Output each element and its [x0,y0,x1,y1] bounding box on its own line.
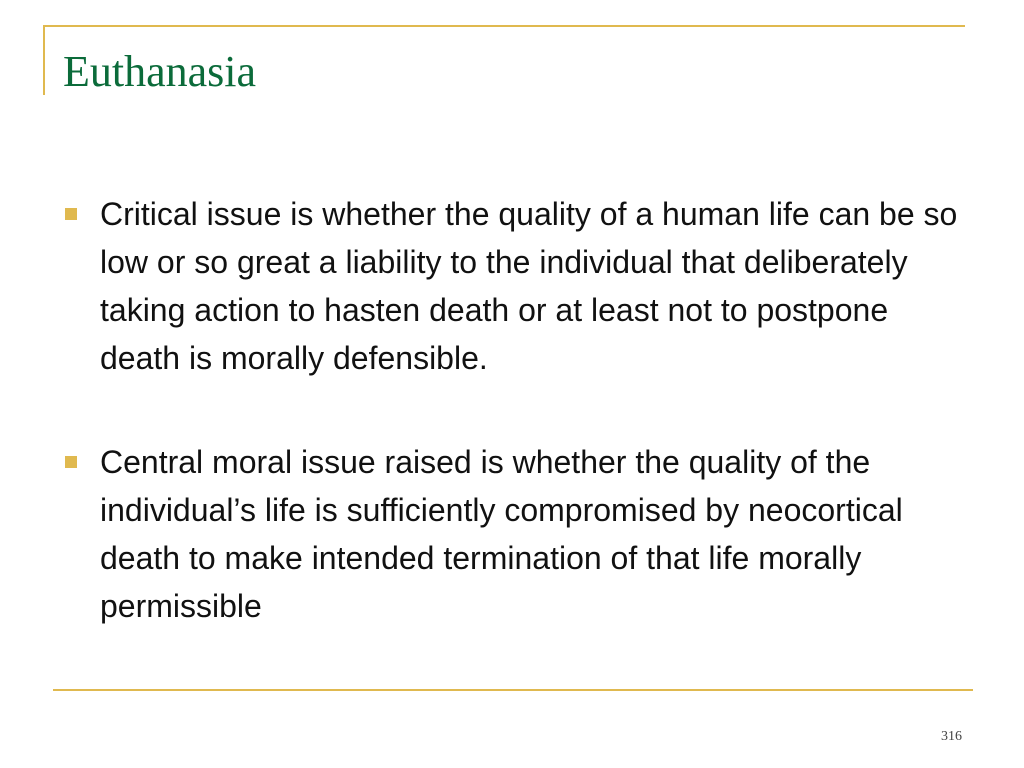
bullet-list [62,190,962,686]
bullet-text: Central moral issue raised is whether the quality of the individual’s life is sufficiently compromised by neocortical death to make intended termination of that life morally permissible [100,444,903,624]
left-frame-rule [43,25,45,95]
square-bullet-icon [65,456,77,468]
bullet-item [62,438,962,630]
square-bullet-icon [65,208,77,220]
top-frame-rule [43,25,965,27]
bullet-item [62,190,962,382]
slide-title: Euthanasia [63,47,257,96]
bottom-rule [53,689,973,691]
page-number: 316 [941,729,962,744]
bullet-text: Critical issue is whether the quality of a human life can be so low or so great a liability to the individual that deliberately taking action to hasten death or at least not to postpone death is morally defensible. [100,196,958,376]
